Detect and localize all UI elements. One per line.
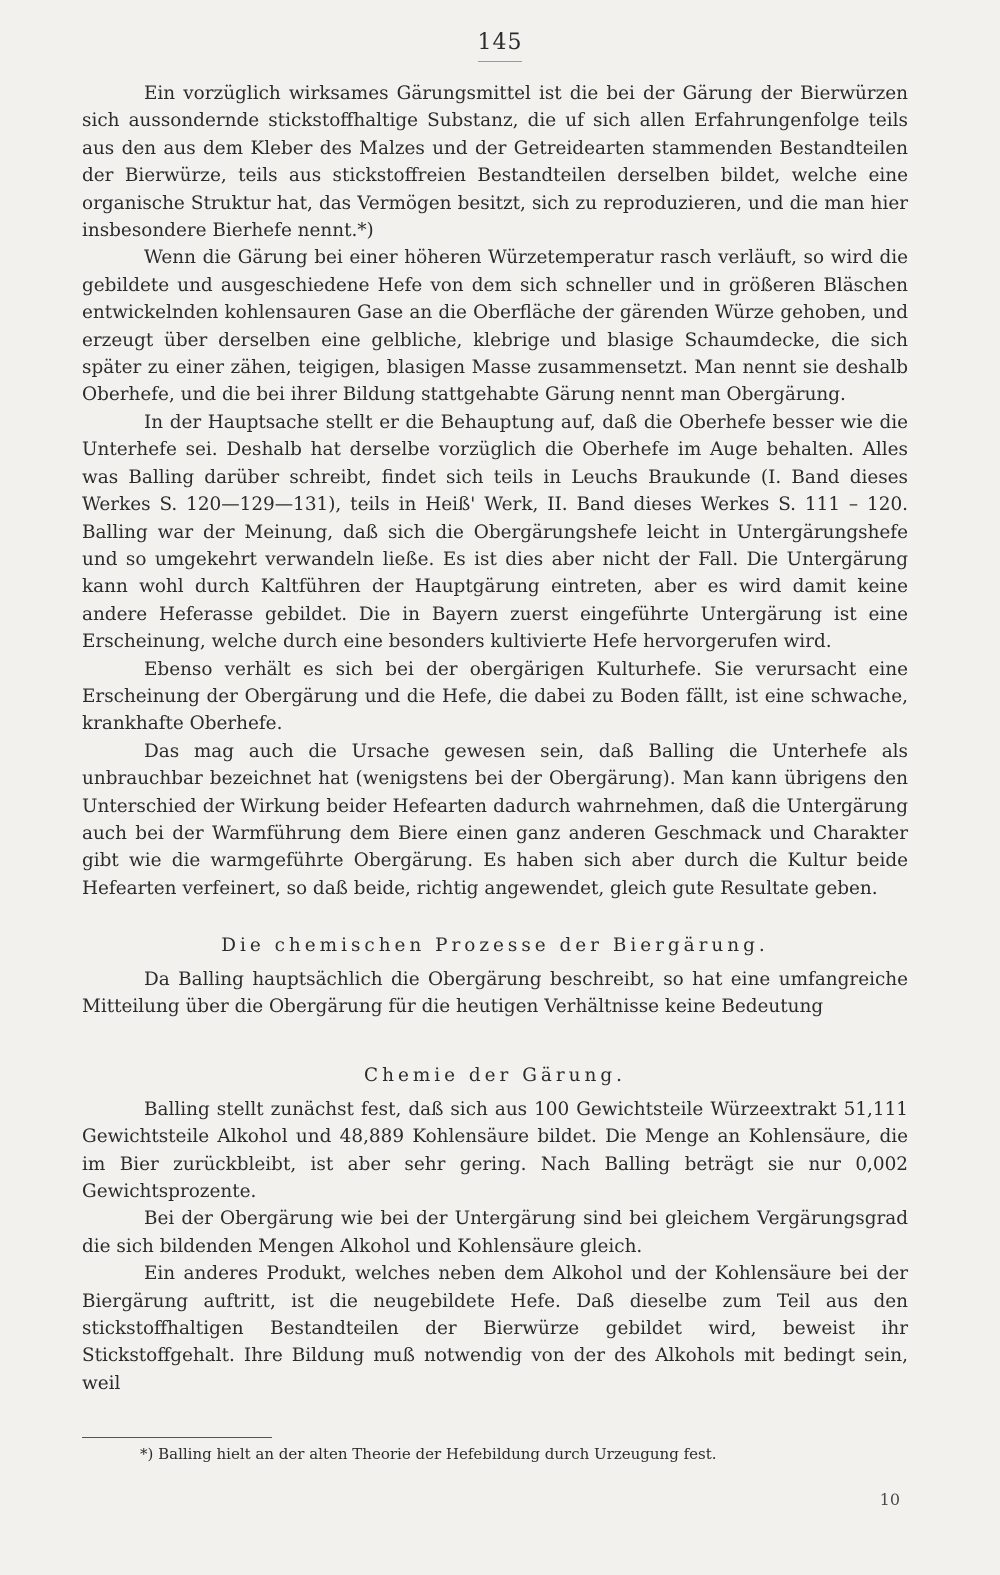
- paragraph-balling-feststellung: Balling stellt zunächst fest, daß sich aus 100 Gewichtsteile Würzeextrakt 51,111 Gewichtsteile Alkohol und 48,889 Kohlensäure bildet. Die Menge an Kohlensäure, die im Bier zurückbleibt, ist aber sehr gering. Nach Balling beträgt sie nur 0,002 Gewichtsprozente.: [82, 1098, 908, 1203]
- paragraph-hauptsache: In der Hauptsache stellt er die Behauptung auf, daß die Oberhefe besser wie die Unterhefe sei. Deshalb hat derselbe vorzüglich die Oberhefe im Auge behalten. Alles was Balling darüber schreibt, findet sich teils in Leuchs Braukunde (I. Band dieses Werkes S. 120—129—131), teils in Heiß' Werk, II. Band dieses Werkes S. 111 – 120. Balling war der Meinung, daß sich die Obergärungshefe leicht in Untergärungshefe und so umgekehrt verwandeln ließe. Es ist dies aber nicht der Fall. Die Untergärung kann wohl durch Kaltführen der Hauptgärung eintreten, aber es wird damit keine andere Heferasse gebildet. Die in Bayern zuerst eingeführte Untergärung ist eine Erscheinung, welche durch eine besonders kultivierte Hefe hervorgerufen wird.: [82, 411, 908, 653]
- section-heading-chemische-prozesse: Die chemischen Prozesse der Biergärung.: [221, 935, 769, 957]
- paragraph-kulturhefe: Ebenso verhält es sich bei der obergärigen Kulturhefe. Sie verursacht eine Erscheinung der Obergärung und die Hefe, die dabei zu Boden fällt, ist eine schwache, krankhafte Oberhefe.: [82, 658, 908, 735]
- page-number-rule: [478, 61, 522, 62]
- paragraph-obergaerung-bedeutung: Da Balling hauptsächlich die Obergärung beschreibt, so hat eine umfangreiche Mitteilung über die Obergärung für die heutigen Verhältnisse keine Bedeutung: [82, 968, 908, 1017]
- section-heading-chemie-der-gaerung: Chemie der Gärung.: [364, 1065, 626, 1087]
- paragraph-vergaerungsgrad: Bei der Obergärung wie bei der Untergärung sind bei gleichem Vergärungsgrad die sich bildenden Mengen Alkohol und Kohlensäure gleich.: [82, 1208, 908, 1257]
- footnote: *) Balling hielt an der alten Theorie der Hefebildung durch Urzeugung fest.: [140, 1445, 717, 1463]
- paragraph-gaerungsmittel: Ein vorzüglich wirksames Gärungsmittel ist die bei der Gärung der Bierwürzen sich aussondernde stickstoffhaltige Substanz, die uf sich allen Erfahrungenfolge teils aus den aus dem Kleber des Malzes und der Getreidearten stammenden Bestandteilen der Bierwürze, teils aus stickstoffreien Bestandteilen derselben bildet, welche eine organische Struktur hat, das Vermögen besitzt, sich zu reproduzieren, und die man hier insbesondere Bierhefe nennt.*): [82, 83, 908, 242]
- paragraph-neugebildete-hefe: Ein anderes Produkt, welches neben dem Alkohol und der Kohlensäure bei der Biergärung auftritt, ist die neugebildete Hefe. Daß dieselbe zum Teil aus den stickstoffhaltigen Bestandteilen der Bierwürze gebildet wird, beweist ihr Stickstoffgehalt. Ihre Bildung muß notwendig von der des Alkohols mit bedingt sein, weil: [82, 1263, 908, 1394]
- signature-mark: 10: [879, 1490, 900, 1509]
- paragraph-ursache: Das mag auch die Ursache gewesen sein, daß Balling die Unterhefe als unbrauchbar bezeichnet hat (wenigstens bei der Obergärung). Man kann übrigens den Unterschied der Wirkung beider Hefearten dadurch wahrnehmen, daß die Untergärung auch bei der Warmführung dem Biere einen ganz anderen Geschmack und Charakter gibt wie die warmgeführte Obergärung. Es haben sich aber durch die Kultur beide Hefearten verfeinert, so daß beide, richtig angewendet, gleich gute Resultate geben.: [82, 740, 908, 899]
- page-number: 145: [477, 30, 523, 55]
- paragraph-oberhefe: Wenn die Gärung bei einer höheren Würzetemperatur rasch verläuft, so wird die gebildete und ausgeschiedene Hefe von dem sich schneller und in größeren Bläschen entwickelnden kohlensauren Gase an die Oberfläche der gärenden Würze gehoben, und erzeugt über derselben eine gelbliche, klebrige und blasige Schaumdecke, die sich später zu einer zähen, teigigen, blasigen Masse zusammensetzt. Man nennt sie deshalb Oberhefe, und die bei ihrer Bildung stattgehabte Gärung nennt man Obergärung.: [82, 247, 908, 406]
- body-text: [82, 80, 908, 1397]
- footnote-rule: [82, 1437, 272, 1438]
